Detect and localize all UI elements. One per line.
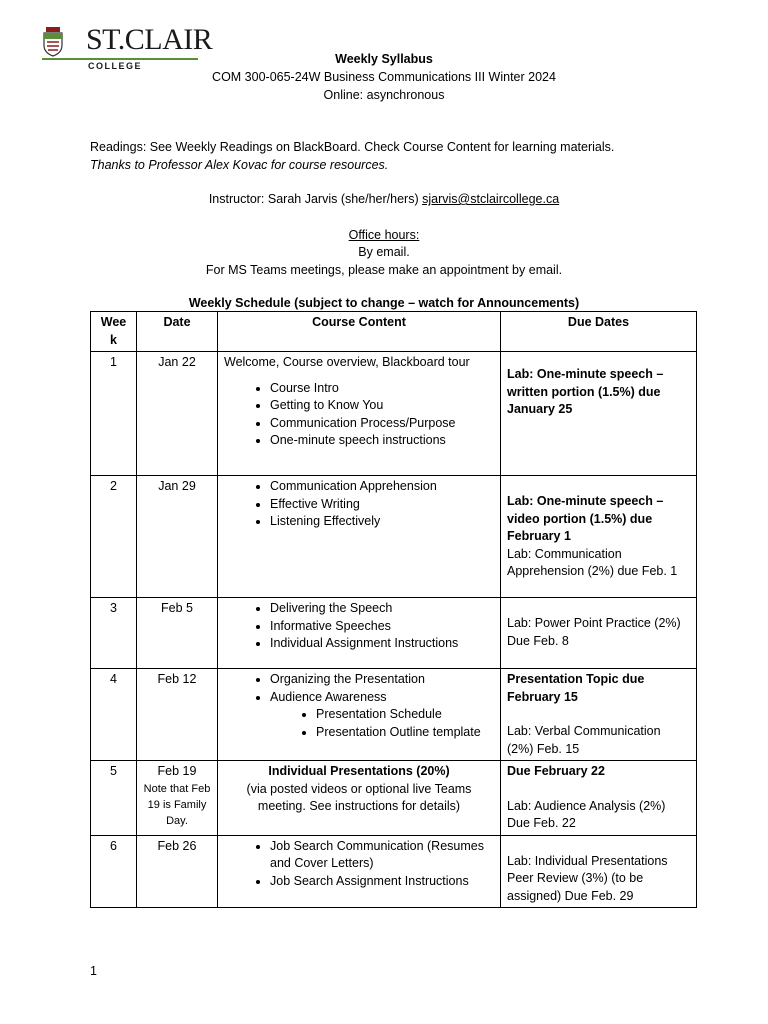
week-cell: 1	[91, 352, 137, 476]
table-row	[91, 352, 697, 476]
content-cell	[218, 476, 501, 598]
header-content: Course Content	[218, 312, 501, 352]
due-bold: Presentation Topic due February 15	[507, 672, 645, 704]
week-cell: 4	[91, 669, 137, 761]
sub-list	[270, 706, 494, 741]
due-bold: Lab: One-minute speech – written portion (1.5%) due January 25	[507, 367, 664, 416]
list-item: • Individual Assignment Instructions	[270, 635, 494, 653]
instructor-label: Instructor: Sarah Jarvis (she/her/hers)	[208, 192, 423, 206]
date-cell: Feb 26	[137, 835, 218, 908]
list-item: • Audience Awareness • Presentation Schedule • Presentation Outline template	[270, 689, 494, 742]
schedule-title: Weekly Schedule (subject to change – watch for Announcements)	[188, 296, 580, 310]
due-cell	[501, 835, 697, 908]
weekly-schedule-table	[90, 311, 697, 908]
content-cell	[218, 598, 501, 669]
header-week: Wee k	[91, 312, 137, 352]
date-text: Feb 19	[157, 764, 197, 778]
syllabus-header	[0, 50, 768, 104]
due-cell	[501, 598, 697, 669]
date-cell: Jan 22	[137, 352, 218, 476]
logo-name: ST.CLAIR	[86, 23, 213, 56]
instructor-line	[0, 190, 768, 208]
table-header-row	[91, 312, 697, 352]
header-due: Due Dates	[501, 312, 697, 352]
course-code: COM 300-065-24W Business Communications III Winter 2024	[212, 70, 556, 84]
table-row	[91, 835, 697, 908]
table-row	[91, 669, 697, 761]
table-row	[91, 761, 697, 836]
office-hours-line2: For MS Teams meetings, please make an appointment by email.	[205, 263, 563, 277]
content-cell	[218, 352, 501, 476]
list-item: • Job Search Communication (Resumes and Cover Letters)	[270, 838, 494, 873]
due-cell	[501, 669, 697, 761]
content-list	[224, 600, 494, 653]
content-cell	[218, 835, 501, 908]
due-cell	[501, 761, 697, 836]
date-cell: Feb 5	[137, 598, 218, 669]
sub-list-item: • Presentation Schedule	[316, 706, 494, 724]
content-bold: Individual Presentations (20%)	[268, 764, 450, 778]
due-plain: Lab: Power Point Practice (2%) Due Feb. 8	[507, 616, 681, 648]
content-cell	[218, 761, 501, 836]
readings-text: Readings: See Weekly Readings on BlackBoard. Check Course Content for learning materials.	[90, 140, 615, 154]
list-item: • Communication Process/Purpose	[270, 415, 494, 433]
thanks-text: Thanks to Professor Alex Kovac for course resources.	[90, 158, 389, 172]
list-item: • Delivering the Speech	[270, 600, 494, 618]
list-item: • Communication Apprehension	[270, 478, 494, 496]
due-plain: Lab: Individual Presentations Peer Review (3%) (to be assigned) Due Feb. 29	[507, 853, 668, 903]
date-cell	[137, 761, 218, 836]
due-plain: Lab: Communication Apprehension (2%) due Feb. 1	[507, 546, 678, 578]
due-cell	[501, 476, 697, 598]
list-item: • Effective Writing	[270, 496, 494, 514]
content-lead: Welcome, Course overview, Blackboard tour	[224, 355, 470, 369]
week-cell: 3	[91, 598, 137, 669]
instructor-email-link[interactable]: sjarvis@stclaircollege.ca	[422, 192, 560, 206]
content-cell	[218, 669, 501, 761]
week-cell: 6	[91, 835, 137, 908]
list-item: • Organizing the Presentation	[270, 671, 494, 689]
week-cell: 2	[91, 476, 137, 598]
list-item: • Getting to Know You	[270, 397, 494, 415]
content-list	[224, 380, 494, 450]
week-cell: 5	[91, 761, 137, 836]
list-item: • Listening Effectively	[270, 513, 494, 531]
syllabus-title: Weekly Syllabus	[335, 52, 433, 66]
due-plain: Lab: Verbal Communication (2%) Feb. 15	[507, 724, 661, 756]
list-item: • Course Intro	[270, 380, 494, 398]
table-row	[91, 598, 697, 669]
content-plain: (via posted videos or optional live Teams meeting. See instructions for details)	[246, 781, 472, 813]
date-cell: Jan 29	[137, 476, 218, 598]
sub-list-item: • Presentation Outline template	[316, 724, 494, 742]
list-item: • Informative Speeches	[270, 618, 494, 636]
course-mode: Online: asynchronous	[323, 88, 445, 102]
header-date: Date	[137, 312, 218, 352]
content-list	[224, 838, 494, 891]
due-bold: Lab: One-minute speech – video portion (1.5%) due February 1	[507, 494, 664, 543]
content-list	[224, 478, 494, 531]
due-bold: Due February 22	[507, 764, 605, 778]
page-number: 1	[90, 964, 97, 978]
office-hours-line1: By email.	[358, 245, 410, 259]
date-note: Note that Feb 19 is Family Day.	[143, 782, 211, 827]
list-item: • Job Search Assignment Instructions	[270, 873, 494, 891]
table-row	[91, 476, 697, 598]
list-item: • One-minute speech instructions	[270, 432, 494, 450]
due-cell	[501, 352, 697, 476]
due-plain: Lab: Audience Analysis (2%) Due Feb. 22	[507, 798, 666, 830]
logo-sub: COLLEGE	[88, 61, 143, 71]
office-hours-heading: Office hours:	[348, 228, 420, 242]
content-list	[224, 671, 494, 741]
date-cell: Feb 12	[137, 669, 218, 761]
